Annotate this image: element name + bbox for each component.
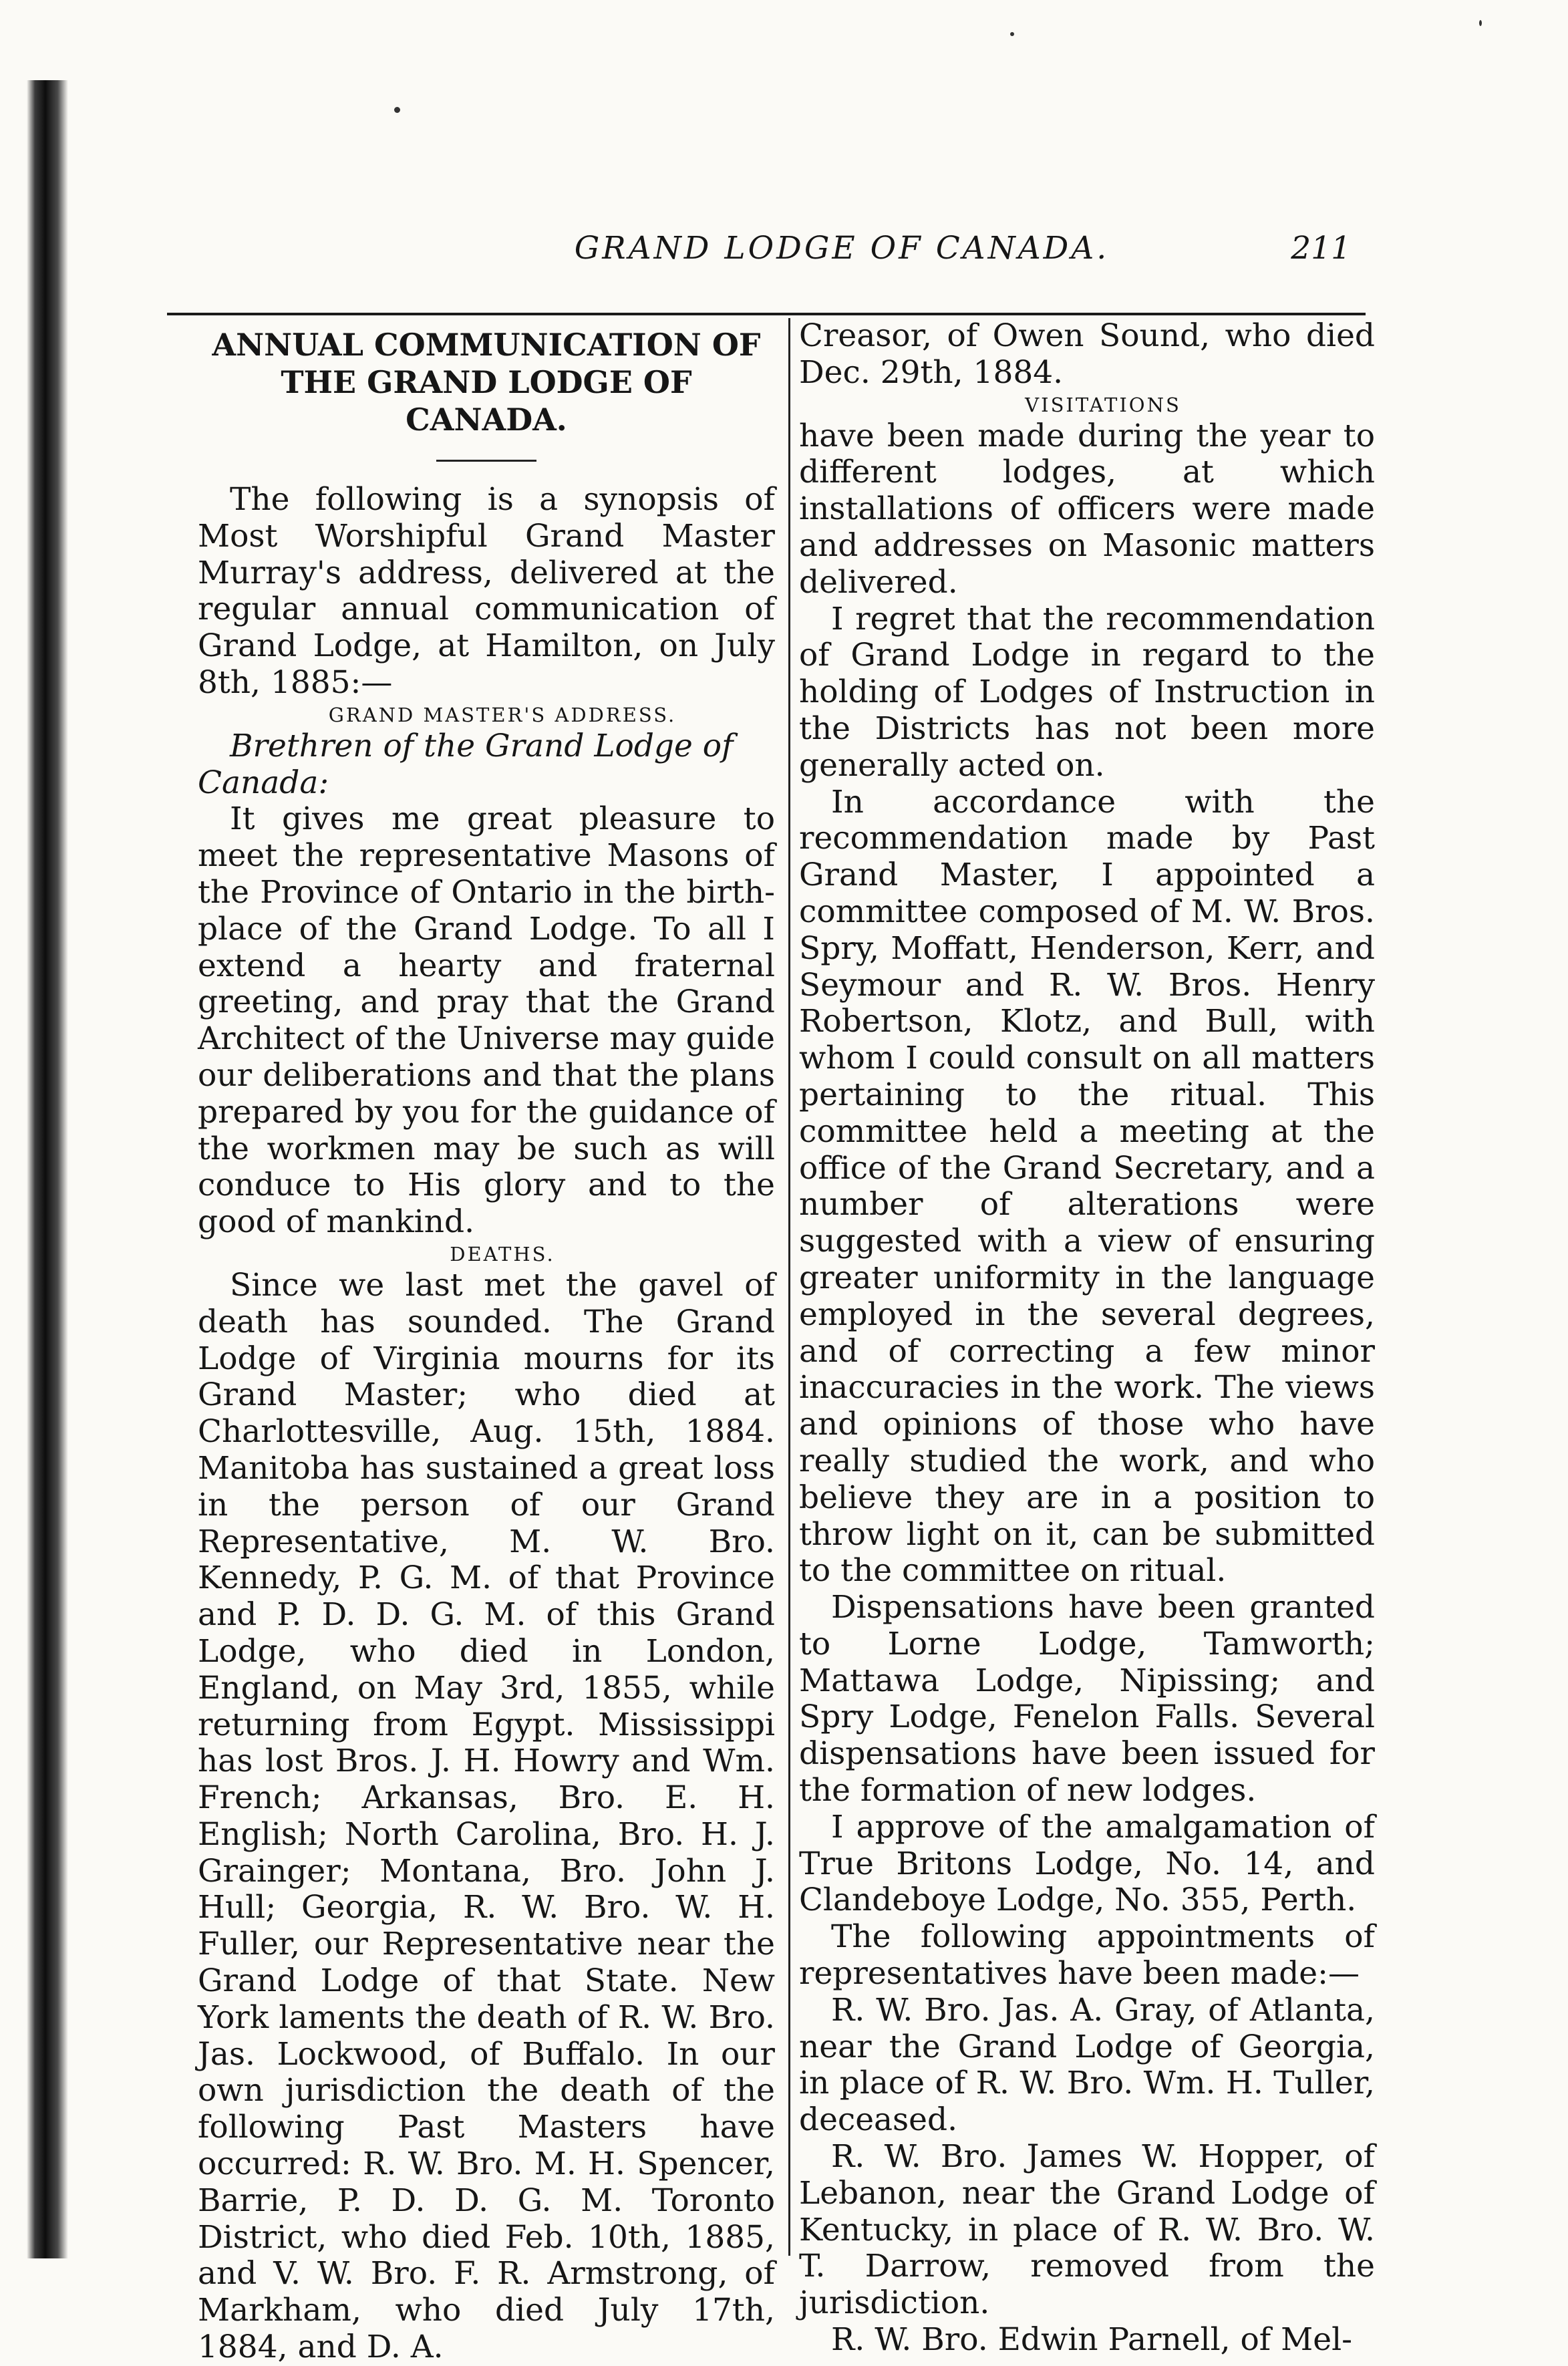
left-column — [198, 318, 775, 2366]
running-head — [508, 230, 1351, 277]
appointment-1: R. W. Bro. Jas. A. Gray, of Atlanta, near the Grand Lodge of Georgia, in place of R. W. Bro. Wm. H. Tuller, deceased. — [799, 1991, 1375, 2139]
appointment-2: R. W. Bro. James W. Hopper, of Lebanon, near the Grand Lodge of Kentucky, in place of R. W. Bro. W. T. Darrow, removed from the jurisdiction. — [799, 2138, 1375, 2322]
title-rule — [436, 460, 536, 462]
deaths-continued: Creasor, of Owen Sound, who died Dec. 29th, 1884. — [799, 317, 1375, 391]
running-title: GRAND LODGE OF CANADA. — [574, 230, 1110, 267]
article-title: ANNUAL COMMUNICATION OF THE GRAND LODGE OF CANADA. — [212, 327, 761, 438]
ink-speck — [394, 107, 400, 113]
visitations-paragraph: have been made during the year to different lodges, at which installations of officers were made and addresses on Masonic matters delivered. — [799, 417, 1375, 601]
column-rule — [788, 318, 790, 2256]
salutation: Brethren of the Grand Lodge of Canada: — [198, 727, 734, 801]
appointments-intro: The following appointments of representatives have been made:— — [799, 1918, 1375, 1992]
page-number: 211 — [1291, 230, 1351, 267]
deaths-paragraph: Since we last met the gavel of death has sounded. The Grand Lodge of Virginia mourns for its Grand Master; who died at Charlottesville, Aug. 15th, 1884. Manitoba has sustained a great loss in the person of our Grand Representative, M. W. Bro. Kennedy, P. G. M. of that Province and P. D. D. G. M. of this Grand Lodge, who died in London, England, on May 3rd, 1855, while returning from Egypt. Mississippi has lost Bros. J. H. Howry and Wm. French; Arkansas, Bro. E. H. English; North Carolina, Bro. H. J. Grainger; Montana, Bro. John J. Hull; Georgia, R. W. Bro. W. H. Fuller, our Representative near the Grand Lodge of that State. New York laments the death of R. W. Bro. Jas. Lockwood, of Buffalo. In our own jurisdiction the death of the following Past Masters have occurred: R. W. Bro. M. H. Spencer, Barrie, P. D. D. G. M. Toronto District, who died Feb. 10th, 1885, and V. W. Bro. F. R. Armstrong, of Markham, who died July 17th, 1884, and D. A. — [198, 1266, 775, 2366]
instruction-paragraph: I regret that the recommendation of Grand Lodge in regard to the holding of Lodges of Instruction in the Districts has not been more generally acted on. — [799, 600, 1375, 784]
deaths-heading: DEATHS. — [450, 1242, 555, 1266]
dispensations-paragraph: Dispensations have been granted to Lorne Lodge, Tamworth; Mattawa Lodge, Nipissing; and Spry Lodge, Fenelon Falls. Several dispensations have been issued for the formation of new lodges. — [799, 1589, 1375, 1809]
ink-speck — [1479, 20, 1482, 26]
ritual-paragraph: In accordance with the recommendation made by Past Grand Master, I appointed a committee composed of M. W. Bros. Spry, Moffatt, Henderson, Kerr, and Seymour and R. W. Bros. Henry Robertson, Klotz, and Bull, with whom I could consult on all matters pertaining to the ritual. This committee held a meeting at the office of the Grand Secretary, and a number of alterations were suggested with a view of ensuring greater uniformity in the language employed in the several degrees, and of correcting a few minor inaccuracies in the work. The views and opinions of those who have really studied the work, and who believe they are in a position to throw light on it, can be submitted to the committee on ritual. — [799, 783, 1375, 1590]
intro-paragraph: The following is a synopsis of Most Worshipful Grand Master Murray's address, delivered at the regular annual communication of Grand Lodge, at Hamilton, on July 8th, 1885:— — [198, 481, 775, 701]
opening-paragraph: It gives me great pleasure to meet the representative Masons of the Province of Ontario in the birth-place of the Grand Lodge. To all I extend a hearty and fraternal greeting, and pray that the Grand Architect of the Universe may guide our deliberations and that the plans prepared by you for the guidance of the workmen may be such as will conduce to His glory and to the good of mankind. — [198, 800, 775, 1241]
amalgamation-paragraph: I approve of the amalgamation of True Britons Lodge, No. 14, and Clandeboye Lodge, No. 355, Perth. — [799, 1808, 1375, 1919]
header-rule — [167, 313, 1366, 315]
address-heading: GRAND MASTER'S ADDRESS. — [328, 703, 677, 726]
book-spine-shadow — [27, 80, 68, 2258]
appointment-3: R. W. Bro. Edwin Parnell, of Mel- — [831, 2321, 1352, 2359]
visitations-heading: VISITATIONS — [1025, 393, 1181, 416]
ink-speck — [1010, 32, 1014, 36]
right-column — [799, 318, 1375, 2359]
